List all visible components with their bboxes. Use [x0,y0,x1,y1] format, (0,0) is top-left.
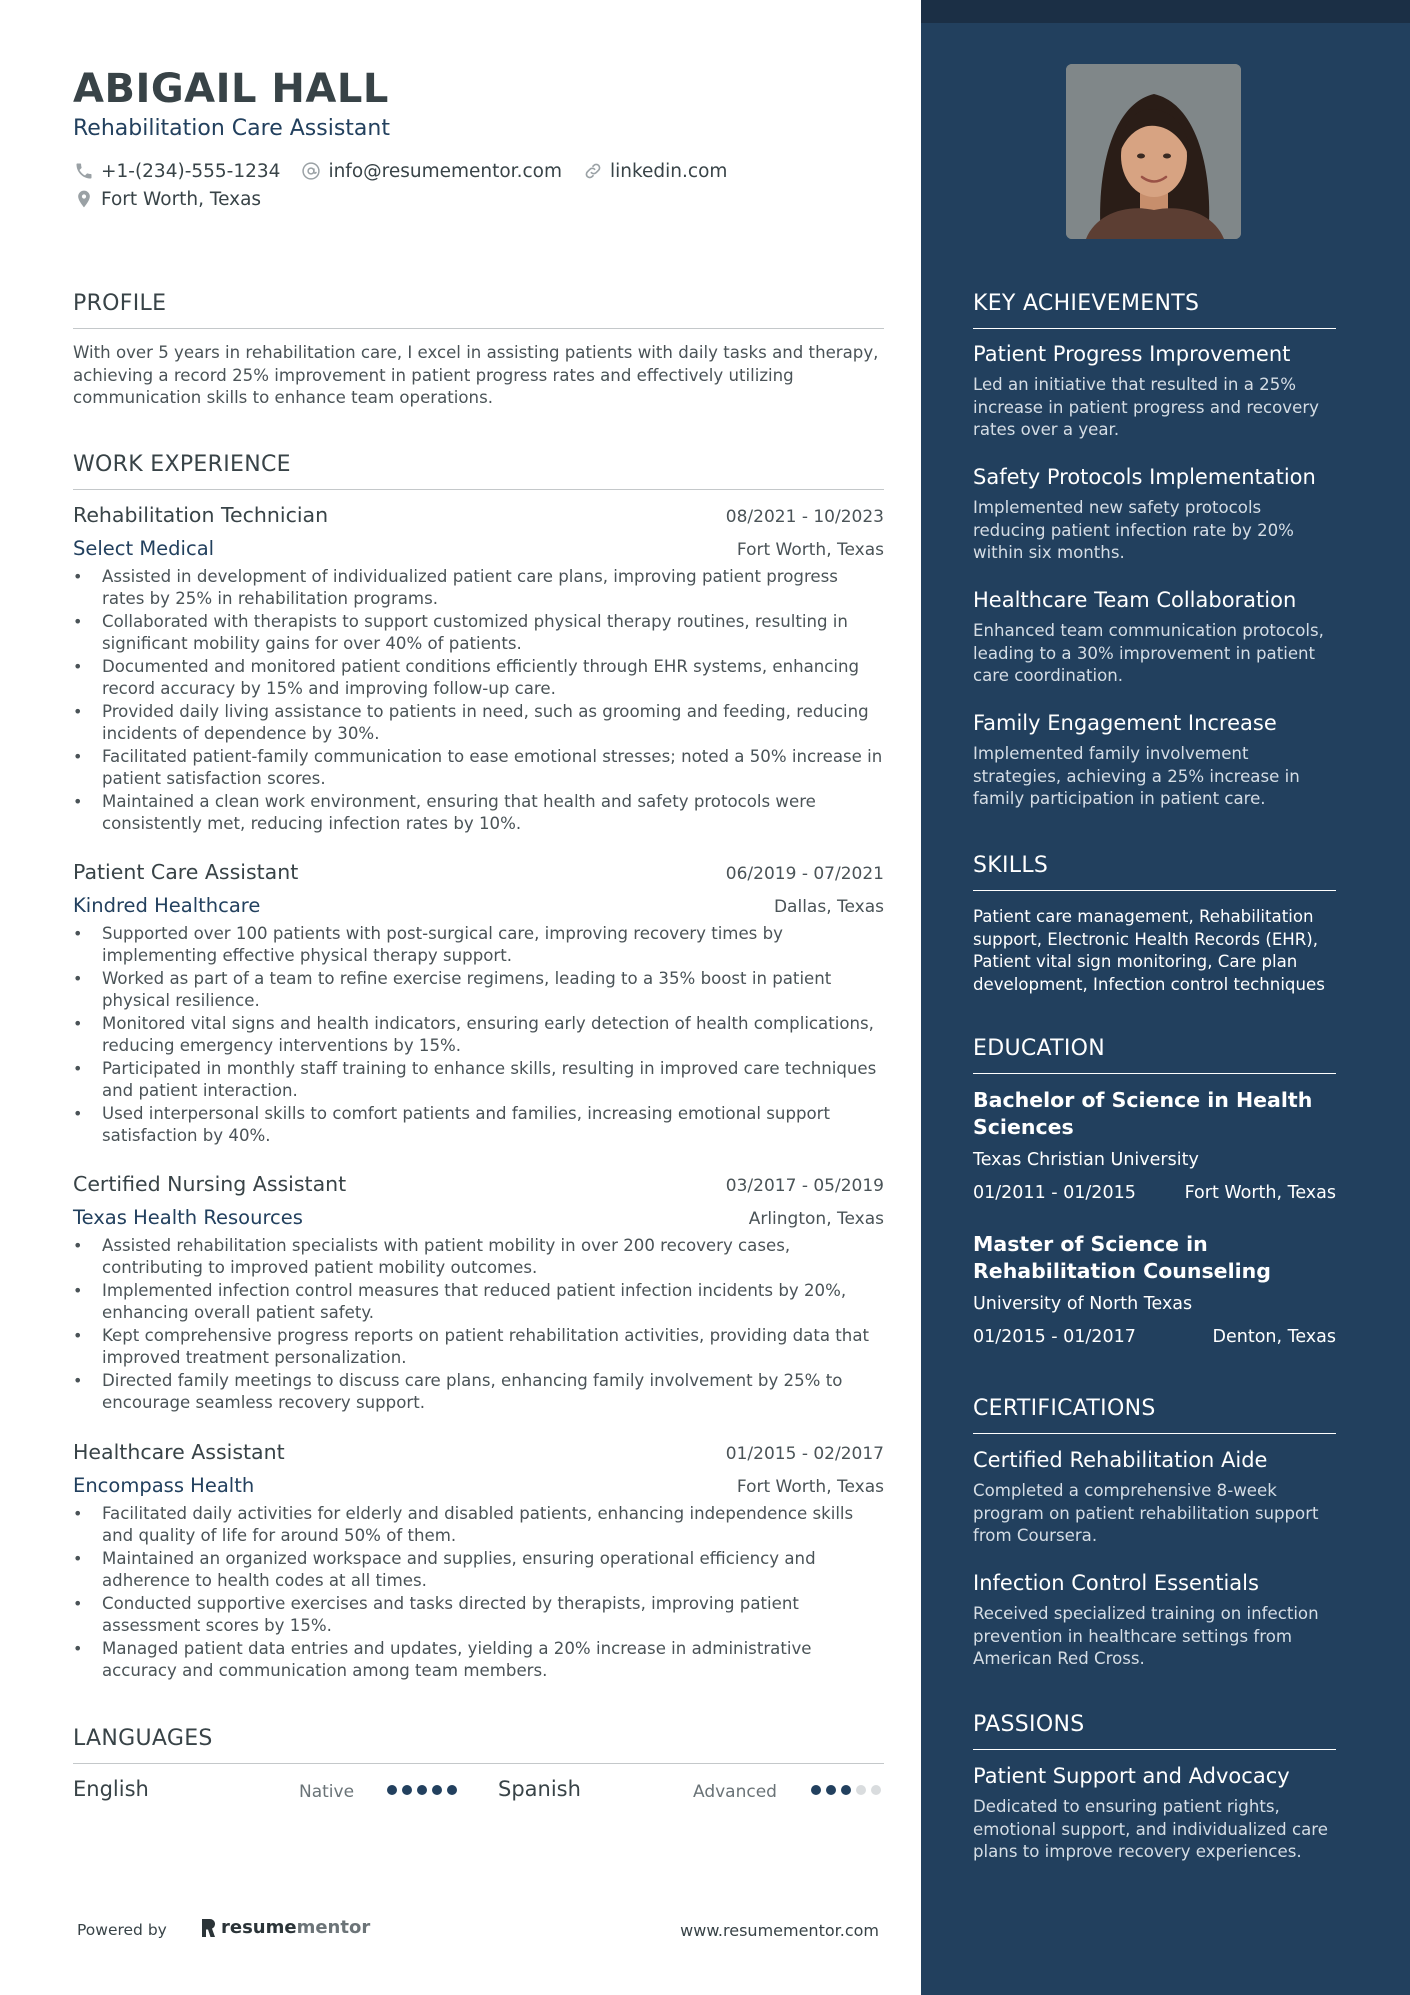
education-degree: Master of Science in Rehabilitation Counseling [973,1232,1271,1283]
candidate-name: ABIGAIL HALL [73,66,389,112]
job-bullet: • Worked as part of a team to refine exercise regimens, leading to a 35% boost in patient physical resilience. [73,968,884,1012]
language-name: English [73,1777,149,1801]
job-bullet: • Collaborated with therapists to support customized physical therapy routines, resulting in significant mobility gains for over 40% of patients. [73,611,884,655]
languages-heading: LANGUAGES [73,1726,884,1764]
language-rating [811,1785,886,1795]
job-role: Patient Care Assistant [73,860,299,884]
job-bullet: • Maintained an organized workspace and supplies, ensuring operational efficiency and adherence to health codes at all times. [73,1548,884,1592]
job-bullet: • Participated in monthly staff training to enhance skills, resulting in improved care techniques and patient interaction. [73,1058,884,1102]
brand-name-bold: resume [221,1917,297,1938]
job-location: Arlington, Texas [748,1209,884,1229]
job-location: Dallas, Texas [773,897,884,917]
skills-heading: SKILLS [973,853,1336,891]
job-company: Encompass Health [73,1474,255,1497]
sidebar-top-strip [921,0,1410,23]
achievement-item [973,340,1336,442]
job-bullets [73,1503,884,1682]
job-role: Healthcare Assistant [73,1440,285,1464]
contact-line-2 [73,188,281,210]
job-entry [73,1440,884,1683]
job-bullet: • Managed patient data entries and updates, yielding a 20% increase in administrative accuracy and communication among team members. [73,1638,884,1682]
achievement-item [973,709,1336,811]
linkedin-text: linkedin.com [609,160,728,182]
contact-linkedin[interactable] [582,160,727,182]
rating-dot-empty [856,1785,866,1795]
achievement-title: Patient Progress Improvement [973,342,1291,366]
skills-list [973,906,1336,996]
language-name: Spanish [498,1777,581,1801]
skills-text: Patient care management, Rehabilitation support, Electronic Health Records (EHR), Patient vital sign monitoring, Care plan development, Infection control techniques [973,907,1325,994]
job-location: Fort Worth, Texas [736,540,884,560]
job-dates: 08/2021 - 10/2023 [725,507,884,527]
powered-by-text: Powered by [77,1921,167,1939]
brand-mark-icon [199,1918,217,1938]
certification-title: Certified Rehabilitation Aide [973,1448,1268,1472]
job-entry [73,860,884,1148]
job-dates: 03/2017 - 05/2019 [725,1176,884,1196]
job-bullet: • Facilitated patient-family communication to ease emotional stresses; noted a 50% increase in patient satisfaction scores. [73,746,884,790]
job-bullets [73,1235,884,1414]
location-text: Fort Worth, Texas [101,188,262,210]
achievement-title: Family Engagement Increase [973,711,1277,735]
rating-dot-filled [811,1785,821,1795]
brand-name-light: mentor [296,1917,371,1938]
phone-text: +1-(234)-555-1234 [101,160,281,182]
job-bullet: • Provided daily living assistance to patients in need, such as grooming and feeding, reducing incidents of dependence by 30%. [73,701,884,745]
achievement-title: Safety Protocols Implementation [973,465,1316,489]
achievement-item [973,586,1336,688]
job-bullet: • Monitored vital signs and health indicators, ensuring early detection of health complications, reducing emergency interventions by 15%. [73,1013,884,1057]
contact-phone[interactable] [73,160,280,182]
contact-location [73,188,261,210]
passion-title: Patient Support and Advocacy [973,1764,1290,1788]
education-location: Fort Worth, Texas [1184,1183,1336,1203]
email-text: info@resumementor.com [328,160,562,182]
language-level: Native [299,1782,355,1802]
achievement-text: Enhanced team communication protocols, leading to a 30% improvement in patient care coordination. [973,621,1324,685]
rating-dot-filled [387,1785,397,1795]
certification-item [973,1569,1336,1671]
job-entry [73,1172,884,1415]
job-company: Select Medical [73,537,215,560]
job-role: Certified Nursing Assistant [73,1172,347,1196]
brand-logo[interactable] [199,1917,370,1938]
passions-heading: PASSIONS [973,1712,1336,1750]
job-bullet: • Assisted rehabilitation specialists with patient mobility in over 200 recovery cases, contributing to improved patient mobility outcomes. [73,1235,884,1279]
job-bullet: • Supported over 100 patients with post-surgical care, improving recovery times by implementing effective physical therapy support. [73,923,884,967]
job-bullet: • Assisted in development of individualized patient care plans, improving patient progress rates by 25% in rehabilitation programs. [73,566,884,610]
job-bullets [73,566,884,835]
job-bullet: • Documented and monitored patient conditions efficiently through EHR systems, enhancing record accuracy by 15% and improving follow-up care. [73,656,884,700]
website-link[interactable]: www.resumementor.com [680,1921,879,1940]
education-dates: 01/2011 - 01/2015 [973,1183,1136,1203]
profile-heading: PROFILE [73,291,884,329]
work-experience-heading: WORK EXPERIENCE [73,452,884,490]
job-bullet: • Directed family meetings to discuss care plans, enhancing family involvement by 25% to encourage seamless recovery support. [73,1370,884,1414]
contact-email[interactable] [300,160,562,182]
job-location: Fort Worth, Texas [736,1477,884,1497]
passion-item [973,1762,1336,1864]
rating-dot-filled [841,1785,851,1795]
education-school: University of North Texas [973,1294,1193,1314]
job-bullet: • Used interpersonal skills to comfort patients and families, increasing emotional support satisfaction by 40%. [73,1103,884,1147]
contact-line-1 [73,160,747,182]
certification-item [973,1446,1336,1548]
job-company: Texas Health Resources [73,1206,303,1229]
rating-dot-filled [402,1785,412,1795]
rating-dot-filled [447,1785,457,1795]
education-location: Denton, Texas [1212,1327,1336,1347]
certification-text: Received specialized training on infection prevention in healthcare settings from American Red Cross. [973,1604,1319,1668]
job-bullet: • Facilitated daily activities for elderly and disabled patients, enhancing independence skills and quality of life for around 50% of them. [73,1503,884,1547]
achievement-text: Implemented new safety protocols reducing patient infection rate by 20% within six months. [973,498,1294,562]
profile-text: With over 5 years in rehabilitation care, I excel in assisting patients with daily tasks and therapy, achieving a record 25% improvement in patient progress rates and effectively utilizing communication skills to enhance team operations. [73,343,879,407]
link-icon [582,160,604,182]
job-bullet: • Maintained a clean work environment, ensuring that health and safety protocols were consistently met, reducing infection rates by 10%. [73,791,884,835]
location-pin-icon [73,188,95,210]
job-dates: 06/2019 - 07/2021 [725,864,884,884]
phone-icon [73,160,95,182]
education-item [973,1231,1336,1347]
education-degree: Bachelor of Science in Health Sciences [973,1088,1313,1139]
education-dates: 01/2015 - 01/2017 [973,1327,1136,1347]
candidate-title: Rehabilitation Care Assistant [73,116,390,141]
education-heading: EDUCATION [973,1036,1336,1074]
certifications-heading: CERTIFICATIONS [973,1396,1336,1434]
footer [77,1917,879,1947]
rating-dot-filled [432,1785,442,1795]
at-sign-icon [300,160,322,182]
job-dates: 01/2015 - 02/2017 [725,1444,884,1464]
language-level: Advanced [693,1782,777,1802]
rating-dot-filled [417,1785,427,1795]
achievement-title: Healthcare Team Collaboration [973,588,1297,612]
achievement-text: Implemented family involvement strategies, achieving a 25% increase in family participation in patient care. [973,744,1300,808]
languages-row [73,1777,884,1807]
passion-text: Dedicated to ensuring patient rights, emotional support, and individualized care plans to improve recovery experiences. [973,1797,1328,1861]
certification-text: Completed a comprehensive 8-week program on patient rehabilitation support from Coursera. [973,1481,1319,1545]
education-school: Texas Christian University [973,1150,1199,1170]
key-achievements-heading: KEY ACHIEVEMENTS [973,291,1336,329]
certification-title: Infection Control Essentials [973,1571,1259,1595]
rating-dot-empty [871,1785,881,1795]
job-role: Rehabilitation Technician [73,503,329,527]
job-bullet: • Conducted supportive exercises and tasks directed by therapists, improving patient assessment scores by 15%. [73,1593,884,1637]
job-entry [73,503,884,836]
profile-photo [1066,64,1241,239]
job-bullets [73,923,884,1147]
achievement-item [973,463,1336,565]
language-rating [387,1785,462,1795]
job-company: Kindred Healthcare [73,894,261,917]
job-bullet: • Kept comprehensive progress reports on patient rehabilitation activities, providing data that improved treatment personalization. [73,1325,884,1369]
education-item [973,1087,1336,1203]
job-bullet: • Implemented infection control measures that reduced patient infection incidents by 20%, enhancing overall patient safety. [73,1280,884,1324]
achievement-text: Led an initiative that resulted in a 25% increase in patient progress and recovery rates over a year. [973,375,1319,439]
rating-dot-filled [826,1785,836,1795]
